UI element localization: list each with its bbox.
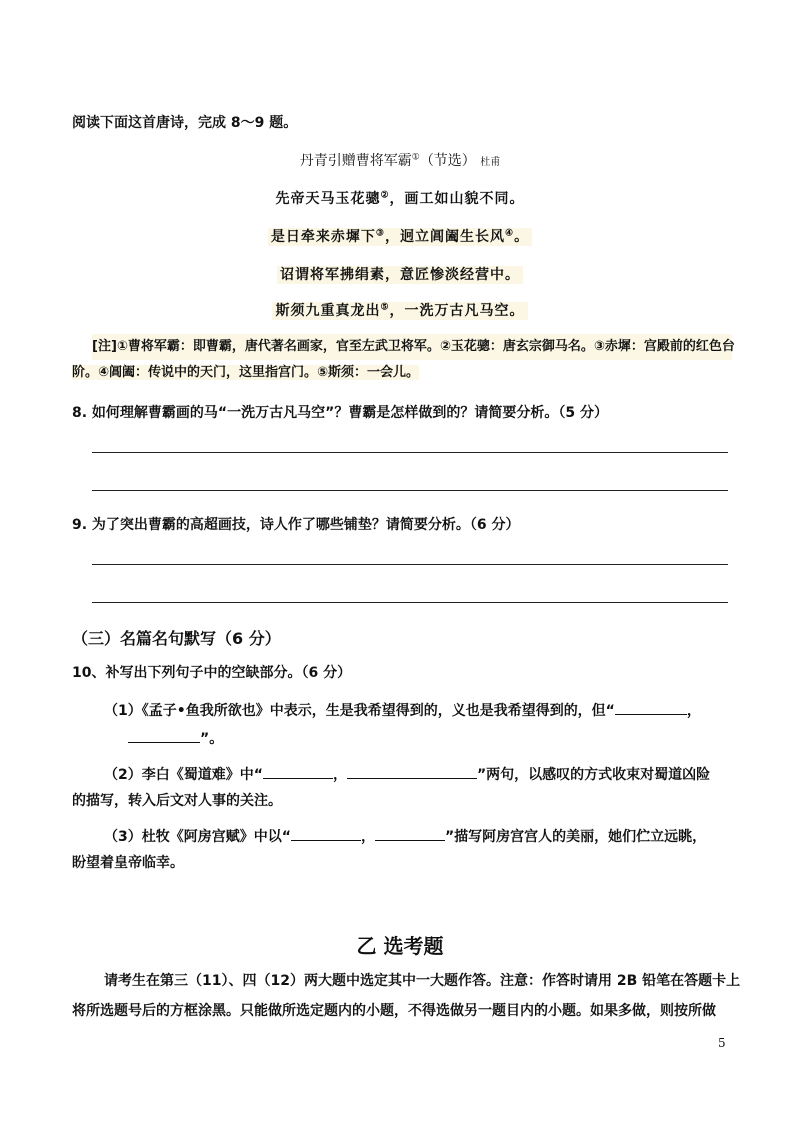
optional-section-heading: 乙 选考题 <box>356 934 444 958</box>
footnote-mark: ⑤ <box>380 302 390 313</box>
fill-item-1 <box>104 696 732 726</box>
poem-line-3 <box>0 264 800 284</box>
blank-field[interactable] <box>347 764 477 779</box>
answer-line[interactable] <box>92 602 728 603</box>
question-9: 9. 为了突出曹霸的高超画技，诗人作了哪些铺垫？请简要分析。（6 分） <box>72 517 520 533</box>
blank-field[interactable] <box>128 728 200 743</box>
poem-line-text: 先帝天马玉花骢 <box>275 191 381 207</box>
fill-item-2-cont: 的描写，转入后文对人事的关注。 <box>72 793 282 809</box>
poem-line-text: 是日牵来赤墀下 <box>270 229 376 245</box>
answer-line[interactable] <box>92 490 728 491</box>
blank-field[interactable] <box>291 826 361 841</box>
poem-line-text: 诏谓将军拂绢素，意匠惨淡经营中。 <box>277 266 523 284</box>
note-line-1: [注]①曹将军霸：即曹霸，唐代著名画家，官至左武卫将军。②玉花骢：唐玄宗御马名。③赤墀：宫殿前的红色台 <box>92 334 732 360</box>
poem-line-end: 。 <box>514 229 530 245</box>
poem-line-2 <box>0 226 800 246</box>
reading-instruction: 阅读下面这首唐诗，完成 8～9 题。 <box>72 115 298 131</box>
footnote-mark: ③ <box>375 228 385 239</box>
poem-title <box>0 150 800 170</box>
section-title: （三）名篇名句默写（6 分） <box>72 629 281 648</box>
question-8: 8. 如何理解曹霸画的马“一洗万古凡马空”？曹霸是怎样做到的？请简要分析。（5 分） <box>72 405 608 421</box>
poem-note <box>72 334 735 386</box>
item-text: ”两句，以感叹的方式收束对蜀道凶险 <box>476 767 711 783</box>
item-text: （1）《孟子•鱼我所欲也》中表示，生是我希望得到的，义也是我希望得到的，但“ <box>104 703 615 719</box>
note-line-2: 阶。④阊阖：传说中的天门，这里指宫门。⑤斯须：一会儿。 <box>72 365 420 380</box>
item-text: ， <box>686 703 701 719</box>
question-10: 10、补写出下列句子中的空缺部分。（6 分） <box>72 665 352 681</box>
instruction-line-1: 请考生在第三（11）、四（12）两大题中选定其中一大题作答。注意：作答时请用 2B 铅笔在答题卡上 <box>104 973 741 989</box>
fill-item-3-cont: 盼望着皇帝临幸。 <box>72 855 184 871</box>
footnote-mark: ② <box>380 190 390 201</box>
poem-line-rest: ，画工如山貌不同。 <box>389 191 525 207</box>
poem-author: 杜甫 <box>480 157 501 168</box>
poem-line-rest: ，一洗万古凡马空。 <box>389 303 525 319</box>
blank-field[interactable] <box>615 700 687 715</box>
item-text: （3）杜牧《阿房宫赋》中以“ <box>104 829 291 845</box>
answer-line[interactable] <box>92 452 728 453</box>
item-text: ”描写阿房宫宫人的美丽，她们伫立远眺， <box>444 829 707 845</box>
item-text: ， <box>360 829 375 845</box>
instruction-line-2: 将所选题号后的方框涂黑。只能做所选定题内的小题，不得选做另一题目内的小题。如果多做，则按所做 <box>72 1003 716 1019</box>
footnote-mark: ④ <box>505 228 515 239</box>
page-number: 5 <box>718 1036 726 1050</box>
blank-field[interactable] <box>375 826 445 841</box>
poem-title-mark: ① <box>411 152 420 163</box>
item-text: ”。 <box>200 731 224 747</box>
poem-title-text: 丹青引赠曹将军霸 <box>299 153 412 169</box>
fill-item-1-cont <box>128 724 788 754</box>
blank-field[interactable] <box>263 764 333 779</box>
item-text: （2）李白《蜀道难》中“ <box>104 767 263 783</box>
item-text: ， <box>332 767 347 783</box>
poem-line-rest: ，迥立阊阖生长风 <box>385 229 505 245</box>
poem-line-1 <box>0 188 800 208</box>
poem-line-4 <box>0 300 800 320</box>
poem-title-suffix: （节选） <box>419 153 476 169</box>
poem-line-text: 斯须九重真龙出 <box>275 303 381 319</box>
answer-line[interactable] <box>92 564 728 565</box>
